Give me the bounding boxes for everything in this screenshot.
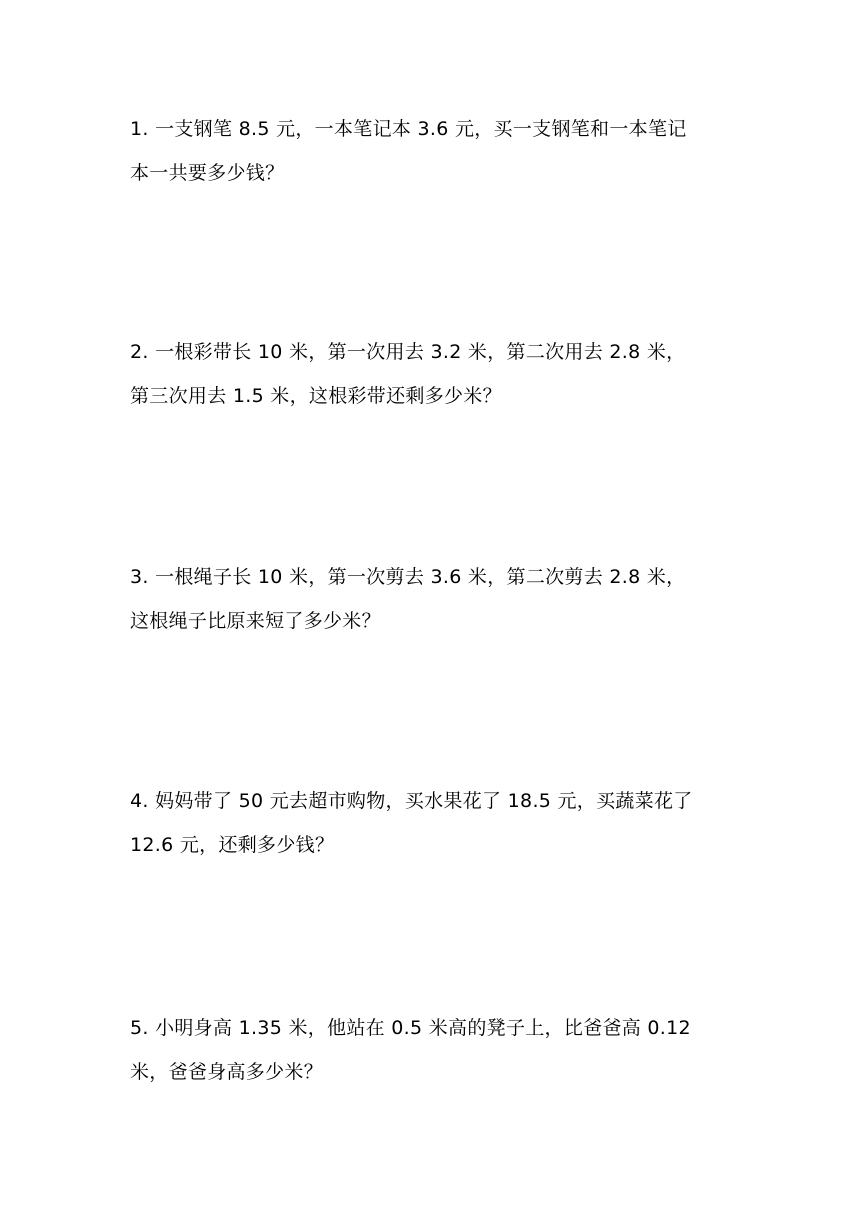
question-4 <box>130 779 740 867</box>
question-4-line-2: 12.6 元，还剩多少钱？ <box>130 834 335 856</box>
question-2-line-1: 2. 一根彩带长 10 米，第一次用去 3.2 米，第二次用去 2.8 米， <box>130 341 686 363</box>
question-5-line-2: 米，爸爸身高多少米？ <box>130 1061 324 1083</box>
question-5-line-1: 5. 小明身高 1.35 米，他站在 0.5 米高的凳子上，比爸爸高 0.12 <box>130 1017 691 1039</box>
question-3 <box>130 555 740 643</box>
question-1 <box>130 107 740 195</box>
question-4-line-1: 4. 妈妈带了 50 元去超市购物，买水果花了 18.5 元，买蔬菜花了 <box>130 790 693 812</box>
question-2-line-2: 第三次用去 1.5 米，这根彩带还剩多少米？ <box>130 385 502 407</box>
question-5 <box>130 1006 740 1094</box>
question-3-line-1: 3. 一根绳子长 10 米，第一次剪去 3.6 米，第二次剪去 2.8 米， <box>130 566 686 588</box>
question-1-line-1: 1. 一支钢笔 8.5 元，一本笔记本 3.6 元，买一支钢笔和一本笔记 <box>130 118 687 140</box>
question-1-line-2: 本一共要多少钱？ <box>130 162 285 184</box>
question-2 <box>130 330 740 418</box>
question-3-line-2: 这根绳子比原来短了多少米？ <box>130 610 381 632</box>
